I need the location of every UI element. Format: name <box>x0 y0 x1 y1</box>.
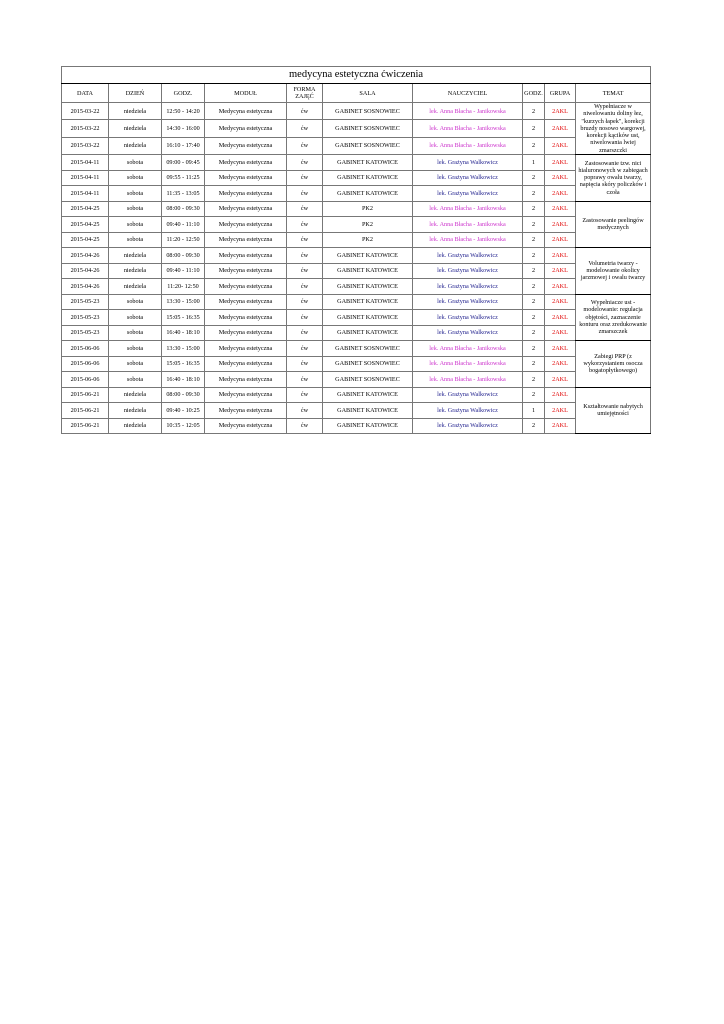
cell-module: Medycyna estetyczna <box>205 201 287 217</box>
cell-room: GABINET SOSNOWIEC <box>323 372 413 388</box>
cell-topic: Wypełniacze ust - modelowanie: regulacja objętości, zaznaczenie konturu oraz zredukowanie zmarszczek <box>576 294 651 341</box>
cell-time: 16:40 - 18:10 <box>162 325 205 341</box>
cell-group: 2AKL <box>545 387 576 403</box>
cell-module: Medycyna estetyczna <box>205 103 287 120</box>
col-header-form: FORMA ZAJĘĆ <box>287 84 323 103</box>
cell-teacher: lek. Grażyna Walkowicz <box>413 310 523 326</box>
table-row <box>62 356 651 372</box>
cell-hours: 2 <box>523 418 545 434</box>
cell-form: ćw <box>287 186 323 202</box>
cell-hours: 2 <box>523 201 545 217</box>
cell-date: 2015-04-25 <box>62 201 109 217</box>
table-row <box>62 201 651 217</box>
cell-day: niedziela <box>109 120 162 137</box>
cell-time: 16:10 - 17:40 <box>162 137 205 154</box>
cell-module: Medycyna estetyczna <box>205 341 287 357</box>
cell-module: Medycyna estetyczna <box>205 186 287 202</box>
cell-group: 2AKL <box>545 341 576 357</box>
header-row <box>62 84 651 103</box>
cell-teacher: lek. Grażyna Walkowicz <box>413 186 523 202</box>
cell-room: GABINET KATOWICE <box>323 387 413 403</box>
cell-teacher: lek. Grażyna Walkowicz <box>413 170 523 186</box>
cell-room: GABINET KATOWICE <box>323 186 413 202</box>
cell-hours: 2 <box>523 263 545 279</box>
cell-time: 11:20- 12:50 <box>162 279 205 295</box>
cell-time: 09:00 - 09:45 <box>162 155 205 171</box>
cell-day: niedziela <box>109 248 162 264</box>
cell-group: 2AKL <box>545 418 576 434</box>
cell-time: 09:40 - 11:10 <box>162 217 205 233</box>
cell-group: 2AKL <box>545 201 576 217</box>
cell-teacher: lek. Grażyna Walkowicz <box>413 155 523 171</box>
cell-module: Medycyna estetyczna <box>205 294 287 310</box>
cell-hours: 2 <box>523 325 545 341</box>
cell-room: GABINET SOSNOWIEC <box>323 137 413 154</box>
cell-topic: Zastosowanie tzw. nici hialuronowych w zabiegach poprawy owalu twarzy, napięcia skóry policzków i czoła <box>576 155 651 202</box>
cell-room: GABINET KATOWICE <box>323 418 413 434</box>
cell-form: ćw <box>287 248 323 264</box>
cell-room: GABINET KATOWICE <box>323 403 413 419</box>
cell-teacher: lek. Anna Błacha - Janikowska <box>413 372 523 388</box>
cell-teacher: lek. Anna Błacha - Janikowska <box>413 232 523 248</box>
table-row <box>62 263 651 279</box>
cell-time: 09:40 - 11:10 <box>162 263 205 279</box>
cell-group: 2AKL <box>545 137 576 154</box>
cell-teacher: lek. Grażyna Walkowicz <box>413 263 523 279</box>
cell-hours: 2 <box>523 356 545 372</box>
cell-form: ćw <box>287 103 323 120</box>
cell-form: ćw <box>287 372 323 388</box>
cell-time: 12:50 - 14:20 <box>162 103 205 120</box>
cell-module: Medycyna estetyczna <box>205 372 287 388</box>
cell-date: 2015-06-06 <box>62 341 109 357</box>
cell-time: 15:05 - 16:35 <box>162 310 205 326</box>
col-header-teacher: NAUCZYCIEL <box>413 84 523 103</box>
cell-teacher: lek. Grażyna Walkowicz <box>413 248 523 264</box>
cell-group: 2AKL <box>545 263 576 279</box>
table-row <box>62 387 651 403</box>
cell-time: 10:35 - 12:05 <box>162 418 205 434</box>
cell-module: Medycyna estetyczna <box>205 418 287 434</box>
cell-date: 2015-04-11 <box>62 170 109 186</box>
cell-date: 2015-04-25 <box>62 232 109 248</box>
cell-module: Medycyna estetyczna <box>205 387 287 403</box>
cell-time: 11:35 - 13:05 <box>162 186 205 202</box>
cell-hours: 2 <box>523 120 545 137</box>
cell-teacher: lek. Anna Błacha - Janikowska <box>413 356 523 372</box>
cell-teacher: lek. Anna Błacha - Janikowska <box>413 341 523 357</box>
cell-teacher: lek. Anna Błacha - Janikowska <box>413 217 523 233</box>
cell-hours: 2 <box>523 310 545 326</box>
cell-date: 2015-06-21 <box>62 387 109 403</box>
cell-time: 14:30 - 16:00 <box>162 120 205 137</box>
cell-day: niedziela <box>109 387 162 403</box>
cell-teacher: lek. Grażyna Walkowicz <box>413 294 523 310</box>
cell-day: sobota <box>109 356 162 372</box>
col-header-time: GODZ. <box>162 84 205 103</box>
table-row <box>62 341 651 357</box>
cell-form: ćw <box>287 387 323 403</box>
cell-group: 2AKL <box>545 120 576 137</box>
cell-date: 2015-06-21 <box>62 418 109 434</box>
cell-module: Medycyna estetyczna <box>205 232 287 248</box>
cell-topic: Volumetria twarzy - modelowanie okolicy jarzmowej i owalu twarzy <box>576 248 651 295</box>
cell-day: sobota <box>109 170 162 186</box>
cell-day: sobota <box>109 372 162 388</box>
cell-module: Medycyna estetyczna <box>205 248 287 264</box>
cell-date: 2015-03-22 <box>62 120 109 137</box>
table-row <box>62 103 651 120</box>
cell-teacher: lek. Grażyna Walkowicz <box>413 325 523 341</box>
table-row <box>62 310 651 326</box>
cell-module: Medycyna estetyczna <box>205 325 287 341</box>
cell-hours: 2 <box>523 232 545 248</box>
cell-group: 2AKL <box>545 294 576 310</box>
cell-teacher: lek. Anna Błacha - Janikowska <box>413 201 523 217</box>
cell-form: ćw <box>287 263 323 279</box>
cell-date: 2015-03-22 <box>62 103 109 120</box>
cell-day: sobota <box>109 201 162 217</box>
cell-group: 2AKL <box>545 279 576 295</box>
cell-time: 08:00 - 09:30 <box>162 201 205 217</box>
cell-teacher: lek. Anna Błacha - Janikowska <box>413 120 523 137</box>
cell-day: sobota <box>109 294 162 310</box>
cell-topic: Kształtowanie nabytych umiejętności <box>576 387 651 434</box>
cell-date: 2015-03-22 <box>62 137 109 154</box>
cell-room: GABINET SOSNOWIEC <box>323 120 413 137</box>
table-row <box>62 232 651 248</box>
cell-module: Medycyna estetyczna <box>205 403 287 419</box>
cell-module: Medycyna estetyczna <box>205 155 287 171</box>
cell-group: 2AKL <box>545 325 576 341</box>
table-row <box>62 155 651 171</box>
cell-date: 2015-05-23 <box>62 325 109 341</box>
cell-date: 2015-04-11 <box>62 186 109 202</box>
cell-room: GABINET SOSNOWIEC <box>323 103 413 120</box>
cell-day: sobota <box>109 341 162 357</box>
cell-hours: 2 <box>523 372 545 388</box>
schedule-table <box>61 66 651 434</box>
cell-form: ćw <box>287 310 323 326</box>
cell-form: ćw <box>287 217 323 233</box>
col-header-module: MODUŁ <box>205 84 287 103</box>
cell-teacher: lek. Grażyna Walkowicz <box>413 387 523 403</box>
cell-form: ćw <box>287 403 323 419</box>
cell-day: sobota <box>109 155 162 171</box>
cell-topic: Zabiegi PRP (z wykorzystaniem osocza bogatopłytkowego) <box>576 341 651 388</box>
cell-topic: Wypełniacze w niwelowaniu doliny łez, "kurzych łapek", korekcji bruzdy nosowo wargowej, korekcji kącików ust, niwelowania lwiej zmarszczki <box>576 103 651 155</box>
table-row <box>62 279 651 295</box>
cell-group: 2AKL <box>545 372 576 388</box>
cell-form: ćw <box>287 232 323 248</box>
cell-module: Medycyna estetyczna <box>205 137 287 154</box>
table-row <box>62 325 651 341</box>
table-row <box>62 372 651 388</box>
col-header-date: DATA <box>62 84 109 103</box>
cell-day: niedziela <box>109 263 162 279</box>
cell-day: niedziela <box>109 137 162 154</box>
table-title: medycyna estetyczna ćwiczenia <box>62 67 651 84</box>
cell-module: Medycyna estetyczna <box>205 217 287 233</box>
cell-group: 2AKL <box>545 310 576 326</box>
table-row <box>62 120 651 137</box>
cell-date: 2015-04-11 <box>62 155 109 171</box>
table-row <box>62 294 651 310</box>
cell-date: 2015-05-23 <box>62 294 109 310</box>
cell-form: ćw <box>287 170 323 186</box>
cell-day: niedziela <box>109 418 162 434</box>
cell-hours: 2 <box>523 217 545 233</box>
cell-group: 2AKL <box>545 356 576 372</box>
cell-hours: 2 <box>523 248 545 264</box>
cell-module: Medycyna estetyczna <box>205 310 287 326</box>
cell-day: niedziela <box>109 403 162 419</box>
table-row <box>62 137 651 154</box>
cell-group: 2AKL <box>545 155 576 171</box>
cell-teacher: lek. Grażyna Walkowicz <box>413 403 523 419</box>
col-header-day: DZIEŃ <box>109 84 162 103</box>
cell-topic: Zastosowanie peelingów medycznych <box>576 201 651 248</box>
cell-time: 15:05 - 16:35 <box>162 356 205 372</box>
cell-hours: 2 <box>523 387 545 403</box>
cell-teacher: lek. Grażyna Walkowicz <box>413 418 523 434</box>
cell-date: 2015-06-06 <box>62 356 109 372</box>
cell-group: 2AKL <box>545 103 576 120</box>
cell-form: ćw <box>287 120 323 137</box>
col-header-group: GRUPA <box>545 84 576 103</box>
cell-hours: 2 <box>523 341 545 357</box>
cell-room: PK2 <box>323 232 413 248</box>
cell-form: ćw <box>287 325 323 341</box>
cell-form: ćw <box>287 137 323 154</box>
table-row <box>62 186 651 202</box>
cell-room: PK2 <box>323 201 413 217</box>
cell-day: sobota <box>109 186 162 202</box>
cell-day: niedziela <box>109 279 162 295</box>
cell-date: 2015-06-06 <box>62 372 109 388</box>
cell-time: 09:40 - 10:25 <box>162 403 205 419</box>
col-header-room: SALA <box>323 84 413 103</box>
cell-day: sobota <box>109 325 162 341</box>
table-row <box>62 170 651 186</box>
cell-room: GABINET KATOWICE <box>323 325 413 341</box>
cell-teacher: lek. Anna Błacha - Janikowska <box>413 103 523 120</box>
col-header-topic: TEMAT <box>576 84 651 103</box>
cell-form: ćw <box>287 356 323 372</box>
cell-room: GABINET KATOWICE <box>323 294 413 310</box>
cell-module: Medycyna estetyczna <box>205 279 287 295</box>
cell-teacher: lek. Grażyna Walkowicz <box>413 279 523 295</box>
cell-form: ćw <box>287 201 323 217</box>
cell-time: 13:30 - 15:00 <box>162 294 205 310</box>
cell-room: GABINET SOSNOWIEC <box>323 356 413 372</box>
table-row <box>62 418 651 434</box>
cell-date: 2015-05-23 <box>62 310 109 326</box>
cell-room: GABINET SOSNOWIEC <box>323 341 413 357</box>
cell-day: sobota <box>109 217 162 233</box>
cell-hours: 2 <box>523 294 545 310</box>
cell-teacher: lek. Anna Błacha - Janikowska <box>413 137 523 154</box>
cell-time: 08:00 - 09:30 <box>162 387 205 403</box>
cell-date: 2015-04-25 <box>62 217 109 233</box>
schedule-body <box>62 103 651 434</box>
cell-date: 2015-04-26 <box>62 263 109 279</box>
cell-form: ćw <box>287 279 323 295</box>
cell-group: 2AKL <box>545 217 576 233</box>
cell-hours: 2 <box>523 137 545 154</box>
cell-hours: 2 <box>523 279 545 295</box>
cell-group: 2AKL <box>545 403 576 419</box>
cell-module: Medycyna estetyczna <box>205 263 287 279</box>
cell-hours: 1 <box>523 155 545 171</box>
cell-date: 2015-04-26 <box>62 248 109 264</box>
cell-room: GABINET KATOWICE <box>323 155 413 171</box>
cell-hours: 2 <box>523 170 545 186</box>
table-row <box>62 248 651 264</box>
cell-date: 2015-06-21 <box>62 403 109 419</box>
cell-day: niedziela <box>109 103 162 120</box>
cell-time: 08:00 - 09:30 <box>162 248 205 264</box>
cell-day: sobota <box>109 232 162 248</box>
table-row <box>62 403 651 419</box>
cell-day: sobota <box>109 310 162 326</box>
cell-form: ćw <box>287 294 323 310</box>
cell-room: GABINET KATOWICE <box>323 248 413 264</box>
cell-hours: 2 <box>523 103 545 120</box>
cell-room: GABINET KATOWICE <box>323 279 413 295</box>
cell-form: ćw <box>287 155 323 171</box>
cell-module: Medycyna estetyczna <box>205 170 287 186</box>
cell-form: ćw <box>287 341 323 357</box>
cell-group: 2AKL <box>545 232 576 248</box>
cell-time: 16:40 - 18:10 <box>162 372 205 388</box>
cell-group: 2AKL <box>545 186 576 202</box>
cell-hours: 2 <box>523 186 545 202</box>
cell-module: Medycyna estetyczna <box>205 120 287 137</box>
cell-hours: 1 <box>523 403 545 419</box>
col-header-hours: GODZ. <box>523 84 545 103</box>
cell-time: 09:55 - 11:25 <box>162 170 205 186</box>
cell-room: PK2 <box>323 217 413 233</box>
cell-form: ćw <box>287 418 323 434</box>
cell-module: Medycyna estetyczna <box>205 356 287 372</box>
cell-room: GABINET KATOWICE <box>323 263 413 279</box>
table-row <box>62 217 651 233</box>
cell-date: 2015-04-26 <box>62 279 109 295</box>
cell-time: 11:20 - 12:50 <box>162 232 205 248</box>
cell-group: 2AKL <box>545 170 576 186</box>
cell-time: 13:30 - 15:00 <box>162 341 205 357</box>
cell-group: 2AKL <box>545 248 576 264</box>
cell-room: GABINET KATOWICE <box>323 310 413 326</box>
cell-room: GABINET KATOWICE <box>323 170 413 186</box>
